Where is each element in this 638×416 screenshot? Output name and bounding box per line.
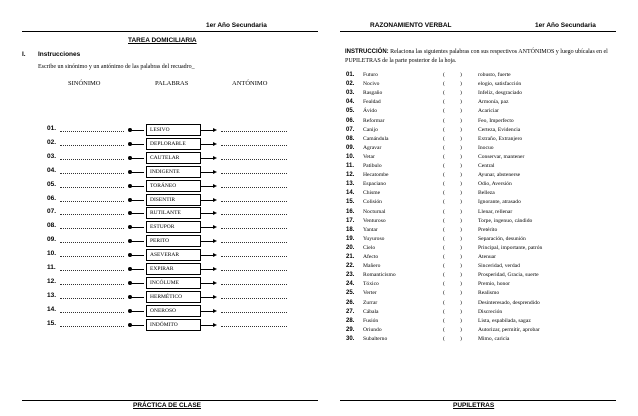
answer-paren-open[interactable]: (: [443, 326, 445, 333]
answer-paren-open[interactable]: (: [443, 163, 445, 169]
arrow-left-icon: [130, 200, 144, 201]
item-number: 10.: [346, 153, 355, 160]
table-row: [0, 208, 319, 220]
antonym-blank[interactable]: [221, 159, 287, 160]
answer-paren-close: ): [460, 317, 462, 324]
arrow-left-icon: [130, 172, 144, 173]
item-number: 30.: [346, 335, 355, 342]
item-word: Agravar: [363, 144, 382, 151]
arrow-left-icon: [130, 213, 144, 214]
left-footer-rule: [22, 400, 318, 401]
item-antonym: Mimo, caricia: [478, 335, 510, 342]
column-header-antonym: ANTÓNIMO: [232, 80, 268, 87]
right-header-subject: RAZONAMIENTO VERBAL: [370, 22, 452, 29]
synonym-blank[interactable]: [60, 256, 124, 257]
row-number: 14.: [47, 305, 57, 313]
arrow-right-icon: [200, 144, 214, 145]
item-number: 29.: [346, 326, 355, 333]
synonym-blank[interactable]: [60, 298, 124, 299]
synonym-blank[interactable]: [60, 159, 124, 160]
row-number: 12.: [47, 277, 57, 285]
table-row: [0, 181, 319, 193]
row-number: 04.: [47, 166, 57, 174]
answer-paren-open[interactable]: (: [443, 308, 445, 315]
answer-paren-close: ): [460, 217, 462, 224]
item-antonym: Ayunar, abstenerse: [478, 172, 521, 179]
item-antonym: Autorizar, permitir, aprobar: [478, 326, 540, 333]
arrow-right-icon: [200, 269, 214, 270]
row-number: 08.: [47, 222, 57, 230]
item-word: Cielo: [363, 244, 376, 251]
item-word: Colisión: [363, 199, 382, 206]
section-label: Instrucciones: [38, 51, 81, 58]
item-word: Yantar: [363, 226, 378, 233]
item-word: Ávido: [363, 108, 377, 115]
answer-paren-close: ): [460, 144, 462, 151]
right-header-rule: [340, 31, 616, 32]
answer-paren-open[interactable]: (: [443, 235, 445, 242]
item-antonym: Armonía, paz: [478, 99, 509, 106]
item-word: Mañero: [363, 263, 381, 270]
item-antonym: Inocuo: [478, 144, 494, 151]
item-antonym: Acariciar: [478, 108, 499, 115]
answer-paren-close: ): [460, 199, 462, 206]
antonym-blank[interactable]: [221, 201, 287, 202]
answer-paren-open[interactable]: (: [443, 144, 445, 151]
answer-paren-open[interactable]: (: [443, 153, 445, 160]
item-word: Oriundo: [363, 326, 382, 333]
item-number: 01.: [346, 72, 355, 78]
antonym-blank[interactable]: [221, 256, 287, 257]
arrow-left-icon: [130, 144, 144, 145]
word-box: PERITO: [146, 235, 201, 247]
answer-paren-open[interactable]: (: [443, 181, 445, 188]
word-box: ASEVERAR: [146, 249, 201, 261]
synonym-blank[interactable]: [60, 270, 124, 271]
word-box: ESTUPOR: [146, 221, 201, 233]
item-number: 08.: [346, 135, 355, 142]
item-antonym: Principal, importante, patrón: [478, 244, 543, 251]
item-antonym: Premio, honor: [478, 281, 511, 288]
item-word: Zurrar: [363, 299, 378, 306]
arrow-left-icon: [130, 269, 144, 270]
item-antonym: Sinceridad, verdad: [478, 263, 520, 270]
column-header-synonym: SINÓNIMO: [68, 80, 101, 87]
item-number: 04.: [346, 99, 355, 106]
page-title-homework: TAREA DOMICILIARIA: [128, 37, 197, 44]
arrow-left-icon: [130, 130, 144, 131]
item-word: Reformar: [363, 117, 385, 124]
table-row: [0, 153, 319, 165]
answer-paren-open[interactable]: (: [443, 217, 445, 224]
arrow-left-icon: [130, 186, 144, 187]
item-antonym: elogio, satisfacción: [478, 81, 522, 88]
arrow-right-icon: [200, 186, 214, 187]
arrow-left-icon: [130, 241, 144, 242]
answer-paren-close: ): [460, 72, 462, 78]
item-antonym: Odio, Aversión: [478, 181, 512, 188]
item-number: 22.: [346, 263, 355, 270]
answer-paren-open[interactable]: (: [443, 290, 445, 297]
word-box: EXPIRAR: [146, 263, 201, 275]
antonym-blank[interactable]: [221, 270, 287, 271]
item-word: Venturoso: [363, 217, 386, 224]
item-antonym: Extraño, Extranjero: [478, 135, 523, 142]
item-number: 25.: [346, 290, 355, 297]
left-header-rule: [22, 31, 318, 32]
item-word: Afecto: [363, 254, 379, 260]
item-word: Verter: [363, 290, 377, 297]
item-number: 02.: [346, 81, 355, 88]
item-number: 27.: [346, 308, 355, 315]
item-number: 20.: [346, 244, 355, 251]
synonym-blank[interactable]: [60, 214, 124, 215]
antonym-blank[interactable]: [221, 214, 287, 215]
word-box: RUTILANTE: [146, 207, 201, 219]
arrow-right-icon: [200, 227, 214, 228]
arrow-left-icon: [130, 311, 144, 312]
answer-paren-close: ): [460, 117, 462, 124]
item-antonym: Torpe, ingenuo, cándido: [478, 217, 533, 224]
item-antonym: robusto, fuerte: [478, 72, 511, 78]
table-row: [0, 139, 319, 151]
item-number: 26.: [346, 299, 355, 306]
item-number: 11.: [346, 163, 355, 169]
answer-paren-close: ): [460, 108, 462, 115]
row-number: 09.: [47, 236, 57, 244]
answer-paren-close: ): [460, 263, 462, 270]
item-number: 15.: [346, 199, 355, 206]
answer-paren-open[interactable]: (: [443, 317, 445, 324]
item-number: 24.: [346, 281, 355, 288]
word-box: INDÓMITO: [146, 319, 201, 331]
antonym-blank[interactable]: [221, 326, 287, 327]
antonym-blank[interactable]: [221, 187, 287, 188]
item-number: 05.: [346, 108, 355, 115]
item-word: Rasgaño: [363, 90, 383, 97]
item-word: Hecatombe: [363, 172, 389, 179]
answer-paren-close: ): [460, 226, 462, 233]
item-antonym: Discreción: [478, 308, 503, 315]
table-row: [0, 264, 319, 276]
synonym-blank[interactable]: [60, 131, 124, 132]
arrow-left-icon: [130, 297, 144, 298]
answer-paren-open[interactable]: (: [443, 81, 445, 88]
item-number: 19.: [346, 235, 355, 242]
word-box: LESIVO: [146, 124, 201, 136]
column-header-words: PALABRAS: [155, 80, 189, 87]
row-number: 02.: [47, 138, 57, 146]
instruction-block: [345, 48, 610, 65]
row-number: 05.: [47, 180, 57, 188]
item-word: Fealdad: [363, 99, 381, 106]
arrow-right-icon: [200, 297, 214, 298]
item-antonym: Separación, desunión: [478, 235, 526, 242]
arrow-left-icon: [130, 283, 144, 284]
answer-paren-close: ): [460, 126, 462, 133]
answer-paren-close: ): [460, 299, 462, 306]
antonym-blank[interactable]: [221, 242, 287, 243]
word-box: INDIGENTE: [146, 166, 201, 178]
table-row: [0, 306, 319, 318]
item-word: Futuro: [363, 72, 378, 78]
antonym-blank[interactable]: [221, 228, 287, 229]
answer-paren-open[interactable]: (: [443, 254, 445, 260]
item-antonym: Prosperidad, Gracia, suerte: [478, 272, 539, 279]
answer-paren-close: ): [460, 244, 462, 251]
left-footer-title: PRÁCTICA DE CLASE: [133, 402, 202, 409]
answer-paren-open[interactable]: (: [443, 108, 445, 115]
arrow-left-icon: [130, 255, 144, 256]
arrow-left-icon: [130, 158, 144, 159]
table-row: [0, 236, 319, 248]
answer-paren-close: ): [460, 163, 462, 169]
answer-paren-close: ): [460, 135, 462, 142]
table-row: [0, 222, 319, 234]
answer-paren-close: ): [460, 190, 462, 197]
answer-paren-open[interactable]: (: [443, 199, 445, 206]
table-row: [0, 250, 319, 262]
answer-paren-open[interactable]: (: [443, 335, 445, 342]
item-antonym: Certeza, Evidencia: [478, 126, 521, 133]
item-word: Subalterno: [363, 335, 388, 342]
table-row: [0, 195, 319, 207]
item-antonym: Desinteresado, desprendido: [478, 299, 540, 306]
synonym-blank[interactable]: [60, 173, 124, 174]
row-number: 11.: [47, 264, 56, 271]
synonym-blank[interactable]: [60, 201, 124, 202]
item-number: 06.: [346, 117, 355, 124]
right-footer-rule: [340, 400, 616, 401]
item-word: Camándula: [363, 135, 389, 142]
answer-paren-close: ): [460, 326, 462, 333]
row-number: 01.: [47, 125, 57, 132]
synonym-blank[interactable]: [60, 228, 124, 229]
item-number: 21.: [346, 254, 355, 260]
answer-paren-open[interactable]: (: [443, 244, 445, 251]
table-row: [0, 278, 319, 290]
synonym-blank[interactable]: [60, 284, 124, 285]
word-box: INCÓLUME: [146, 277, 201, 289]
synonym-blank[interactable]: [60, 326, 124, 327]
item-word: Espaciano: [363, 181, 386, 188]
synonym-blank[interactable]: [60, 242, 124, 243]
arrow-left-icon: [130, 325, 144, 326]
left-header-grade: 1er Año Secundaria: [206, 22, 267, 29]
arrow-right-icon: [200, 158, 214, 159]
item-number: 28.: [346, 317, 355, 324]
item-antonym: Belleza: [478, 190, 495, 197]
arrow-right-icon: [200, 213, 214, 214]
arrow-right-icon: [200, 283, 214, 284]
arrow-right-icon: [200, 311, 214, 312]
arrow-right-icon: [200, 130, 214, 131]
item-antonym: Central: [478, 163, 495, 169]
arrow-left-icon: [130, 227, 144, 228]
item-antonym: Llenar, rellenar: [478, 208, 513, 215]
answer-paren-close: ): [460, 81, 462, 88]
item-number: 17.: [346, 217, 355, 224]
word-box: CAUTELAR: [146, 152, 201, 164]
antonym-blank[interactable]: [221, 284, 287, 285]
antonym-blank[interactable]: [221, 173, 287, 174]
table-row: [0, 167, 319, 179]
word-box: DISENTIR: [146, 194, 201, 206]
answer-paren-open[interactable]: (: [443, 99, 445, 106]
row-number: 15.: [47, 319, 57, 327]
item-antonym: Ignorante, atrasado: [478, 199, 521, 206]
item-word: Nocturnal: [363, 208, 386, 215]
item-word: Nocivo: [363, 81, 380, 88]
answer-paren-open[interactable]: (: [443, 135, 445, 142]
synonym-blank[interactable]: [60, 145, 124, 146]
item-number: 03.: [346, 90, 355, 97]
answer-paren-close: ): [460, 153, 462, 160]
row-number: 06.: [47, 194, 57, 202]
answer-paren-close: ): [460, 254, 462, 260]
arrow-right-icon: [200, 241, 214, 242]
word-box: ONEROSO: [146, 305, 201, 317]
antonym-blank[interactable]: [221, 298, 287, 299]
word-box: TORÁNEO: [146, 180, 201, 192]
word-box: HERMÉTICO: [146, 291, 201, 303]
antonym-blank[interactable]: [221, 145, 287, 146]
row-number: 13.: [47, 291, 57, 299]
item-antonym: Atenuar: [478, 254, 497, 260]
answer-paren-close: ): [460, 281, 462, 288]
word-box: DEPLORABLE: [146, 138, 201, 150]
item-word: Cábala: [363, 308, 379, 315]
row-number: 10.: [47, 250, 57, 258]
antonym-blank[interactable]: [221, 312, 287, 313]
answer-paren-close: ): [460, 208, 462, 215]
section-number: I.: [22, 51, 26, 58]
item-word: Patibulo: [363, 163, 382, 169]
antonym-blank[interactable]: [221, 131, 287, 132]
answer-paren-open[interactable]: (: [443, 272, 445, 279]
table-row: [0, 125, 319, 137]
item-number: 14.: [346, 190, 355, 197]
item-antonym: Pretérito: [478, 226, 498, 233]
answer-paren-close: ): [460, 272, 462, 279]
item-number: 07.: [346, 126, 355, 133]
answer-paren-close: ): [460, 90, 462, 97]
item-word: Chisme: [363, 190, 381, 197]
item-antonym: Feo, Imperfecto: [478, 117, 514, 124]
answer-paren-open[interactable]: (: [443, 90, 445, 97]
answer-paren-close: ): [460, 172, 462, 179]
answer-paren-open[interactable]: (: [443, 72, 445, 78]
answer-paren-open[interactable]: (: [443, 117, 445, 124]
arrow-right-icon: [200, 255, 214, 256]
answer-paren-open[interactable]: (: [443, 263, 445, 270]
answer-paren-close: ): [460, 335, 462, 342]
synonym-blank[interactable]: [60, 187, 124, 188]
table-row: [0, 320, 319, 332]
right-footer-title: PUPILETRAS: [453, 402, 495, 409]
right-header-grade: 1er Año Secundaria: [535, 22, 596, 29]
answer-paren-open[interactable]: (: [443, 281, 445, 288]
instructions-text: Escribe un sinónimo y un antónimo de las palabras del recuadro_: [38, 64, 195, 70]
item-word: Vetar: [363, 153, 375, 160]
answer-paren-close: ): [460, 308, 462, 315]
item-word: Yuyuroso: [363, 235, 385, 242]
synonym-blank[interactable]: [60, 312, 124, 313]
item-antonym: Infeliz, desgraciado: [478, 90, 523, 97]
item-word: Tóxico: [363, 281, 379, 288]
item-word: Romanticismo: [363, 272, 396, 279]
arrow-right-icon: [200, 325, 214, 326]
answer-paren-open[interactable]: (: [443, 226, 445, 233]
answer-paren-open[interactable]: (: [443, 172, 445, 179]
answer-paren-close: ): [460, 235, 462, 242]
row-number: 07.: [47, 208, 57, 216]
answer-paren-close: ): [460, 290, 462, 297]
item-word: Fusión: [363, 317, 379, 324]
item-number: 23.: [346, 272, 355, 279]
arrow-right-icon: [200, 172, 214, 173]
answer-paren-open[interactable]: (: [443, 299, 445, 306]
row-number: 03.: [47, 152, 57, 160]
item-number: 18.: [346, 226, 355, 233]
answer-paren-open[interactable]: (: [443, 126, 445, 133]
item-antonym: Lista, espabilada, sagaz: [478, 317, 531, 324]
item-number: 16.: [346, 208, 355, 215]
answer-paren-close: ): [460, 181, 462, 188]
item-number: 13.: [346, 181, 355, 188]
arrow-right-icon: [200, 200, 214, 201]
item-antonym: Conservar, mantener: [478, 153, 525, 160]
item-antonym: Realismo: [478, 290, 500, 297]
instruction-label: INSTRUCCIÓN:: [345, 49, 389, 55]
table-row: [0, 292, 319, 304]
item-word: Canijo: [363, 126, 378, 133]
instruction-text: Relaciona las siguientes palabras con sus respectivos ANTÓNIMOS y luego ubícalas en el PUPILETRAS de la parte posterior de la hoja.: [345, 49, 608, 64]
answer-paren-open[interactable]: (: [443, 208, 445, 215]
answer-paren-open[interactable]: (: [443, 190, 445, 197]
answer-paren-close: ): [460, 99, 462, 106]
item-number: 09.: [346, 144, 355, 151]
item-number: 12.: [346, 172, 355, 179]
